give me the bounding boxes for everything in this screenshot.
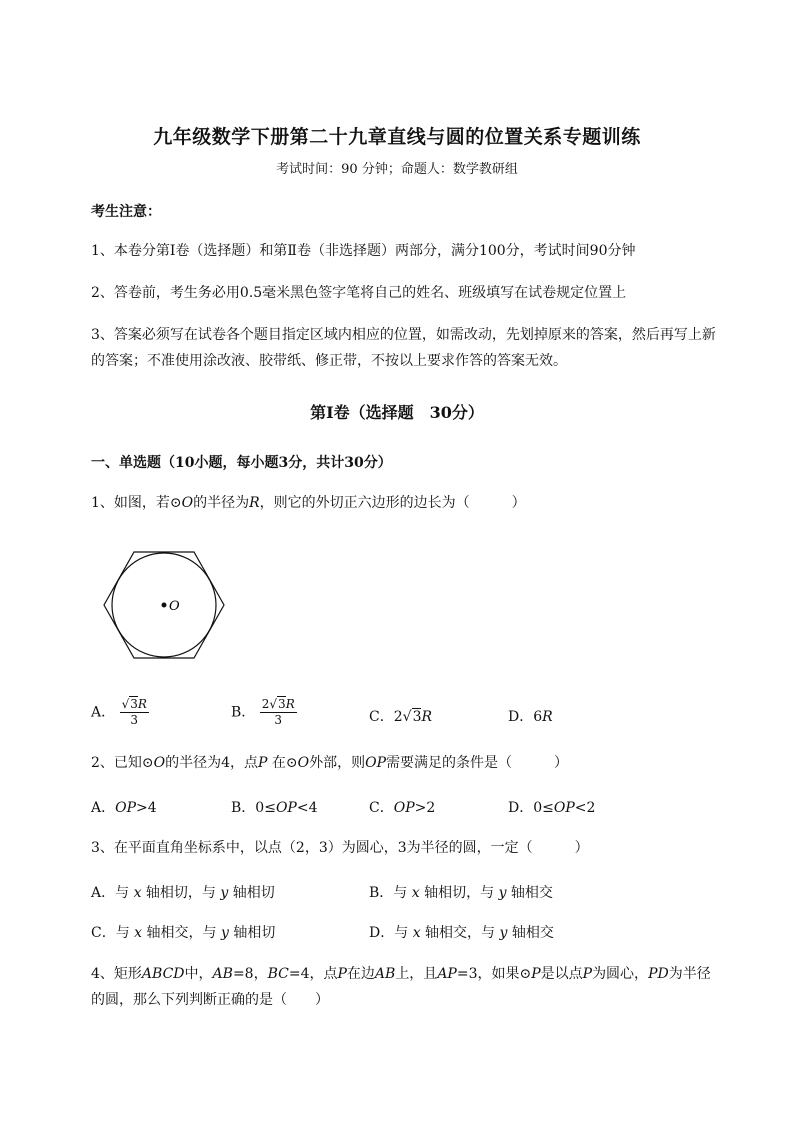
q3-option-b bbox=[369, 882, 553, 902]
q4-text: 中， bbox=[184, 966, 213, 982]
q4-text: 上，且 bbox=[395, 966, 438, 982]
q4-var: P bbox=[531, 966, 541, 982]
q4-text: =4，点 bbox=[288, 966, 338, 982]
center-label: O bbox=[169, 599, 180, 614]
q2-var: OP bbox=[365, 755, 387, 771]
denominator: 3 bbox=[274, 713, 283, 727]
q2-text: 外部，则 bbox=[309, 755, 366, 771]
part-title: 一、单选题（10小题，每小题3分，共计30分） bbox=[91, 455, 392, 471]
q1-option-c: C．2√3R bbox=[369, 709, 433, 725]
option-text: 轴相交，与 bbox=[420, 925, 500, 941]
q1-option-d bbox=[508, 706, 553, 726]
option-text: >2 bbox=[414, 800, 436, 816]
q1-text: 1、如图，若⊙ bbox=[91, 495, 182, 511]
option-letter: B． bbox=[231, 800, 256, 816]
question-4-line-2: 的圆，那么下列判断正确的是（ ） bbox=[91, 992, 329, 1008]
q2-option-a bbox=[91, 797, 157, 817]
notice-item: 2、答卷前，考生务必用0.5毫米黑色签字笔将自己的姓名、班级填写在试卷规定位置上 bbox=[91, 285, 627, 301]
q3-option-c bbox=[91, 922, 275, 942]
q2-text: 2、已知⊙ bbox=[91, 755, 154, 771]
q4-text: 为半径 bbox=[668, 966, 711, 982]
q2-text: 的半径为4，点 bbox=[165, 755, 259, 771]
option-text: 与 bbox=[115, 885, 134, 901]
coefficient: 2 bbox=[261, 697, 270, 711]
var-op: OP bbox=[553, 800, 575, 816]
option-letter: D． bbox=[369, 925, 395, 941]
fraction: $\frac{2√3R}{3}$ bbox=[261, 697, 295, 727]
fraction: $\frac{√3R}{3}$ bbox=[121, 697, 147, 727]
var-r: R bbox=[421, 709, 433, 725]
q2-text: 需要满足的条件是（ ） bbox=[386, 755, 569, 771]
option-text: 轴相切，与 bbox=[419, 885, 499, 901]
q4-var: PD bbox=[648, 966, 669, 982]
var-x: x bbox=[412, 925, 421, 941]
notice-item: 的答案；不准使用涂改液、胶带纸、修正带，不按以上要求作答的答案无效。 bbox=[91, 353, 567, 369]
q1-var-o: O bbox=[181, 495, 194, 511]
option-text: <2 bbox=[574, 800, 596, 816]
q4-var: ABCD bbox=[141, 966, 185, 982]
q4-var: P bbox=[582, 966, 593, 982]
var-x: x bbox=[133, 885, 142, 901]
q4-var: AP bbox=[437, 966, 457, 982]
q1-option-b bbox=[231, 697, 297, 728]
var-op: OP bbox=[393, 800, 415, 816]
var-op: OP bbox=[115, 800, 137, 816]
q4-var: AB bbox=[212, 966, 233, 982]
q4-text: =3，如果⊙ bbox=[456, 966, 532, 982]
option-text: >4 bbox=[136, 800, 157, 816]
option-text: 轴相切 bbox=[228, 925, 276, 941]
var-y: y bbox=[498, 885, 507, 901]
center-point bbox=[162, 603, 167, 608]
option-text: 与 bbox=[393, 885, 412, 901]
q2-option-b bbox=[231, 797, 317, 817]
notice-item: 3、答案必须写在试卷各个题目指定区域内相应的位置，如需改动，先划掉原来的答案，然后再写上新 bbox=[91, 327, 716, 343]
section-title: 第Ⅰ卷（选择题 30分） bbox=[310, 403, 484, 422]
option-letter: C． bbox=[369, 709, 394, 725]
q3-option-d bbox=[369, 922, 554, 942]
q1-text: 的半径为 bbox=[193, 495, 250, 511]
q2-var: P bbox=[258, 755, 268, 771]
option-text: 轴相交 bbox=[506, 885, 553, 901]
option-text: 0≤ bbox=[533, 800, 554, 816]
option-letter: A． bbox=[91, 885, 116, 901]
question-1 bbox=[91, 490, 526, 516]
var-r: R bbox=[285, 697, 295, 711]
var-r: R bbox=[542, 709, 553, 725]
exam-info: 考试时间：90 分钟；命题人：数学教研组 bbox=[276, 162, 518, 177]
q2-text: 在⊙ bbox=[267, 755, 298, 771]
option-text: 轴相切 bbox=[228, 885, 275, 901]
coefficient: 6 bbox=[533, 709, 543, 725]
var-y: y bbox=[499, 925, 508, 941]
q4-text: 在边 bbox=[346, 966, 375, 982]
q4-text: 为圆心， bbox=[592, 966, 649, 982]
q4-var: BC bbox=[267, 966, 289, 982]
page-title: 九年级数学下册第二十九章直线与圆的位置关系专题训练 bbox=[153, 126, 641, 148]
option-letter: D． bbox=[508, 800, 534, 816]
q2-option-d bbox=[508, 797, 595, 817]
option-letter: C． bbox=[91, 925, 116, 941]
q4-var: P bbox=[337, 966, 347, 982]
question-4 bbox=[91, 961, 711, 987]
option-text: 轴相交 bbox=[507, 925, 554, 941]
q1-option-a bbox=[91, 697, 149, 728]
q4-text: 4、矩形 bbox=[91, 966, 142, 982]
question-3: 3、在平面直角坐标系中，以点（2，3）为圆心，3为半径的圆，一定（ ） bbox=[91, 840, 589, 856]
var-x: x bbox=[134, 925, 143, 941]
q2-var: O bbox=[153, 755, 166, 771]
q3-option-a bbox=[91, 882, 275, 902]
q2-var: O bbox=[297, 755, 310, 771]
option-letter: C． bbox=[369, 800, 394, 816]
denominator: 3 bbox=[130, 713, 139, 727]
sqrt-radicand: 3 bbox=[278, 697, 286, 711]
option-text: 与 bbox=[115, 925, 135, 941]
hexagon-circle-figure bbox=[100, 548, 230, 663]
option-letter: B． bbox=[231, 704, 256, 721]
option-text: 轴相交，与 bbox=[142, 925, 221, 941]
q4-text: =8， bbox=[232, 966, 268, 982]
var-op: OP bbox=[275, 800, 297, 816]
option-text: 0≤ bbox=[255, 800, 276, 816]
q4-var: AB bbox=[374, 966, 396, 982]
option-letter: B． bbox=[369, 885, 394, 901]
q1-text: ，则它的外切正六边形的边长为（ ） bbox=[259, 495, 526, 511]
sqrt-radicand: 3 bbox=[412, 709, 422, 725]
var-y: y bbox=[220, 925, 229, 941]
question-2 bbox=[91, 750, 568, 776]
option-letter: A． bbox=[91, 800, 116, 816]
var-x: x bbox=[411, 885, 420, 901]
var-r: R bbox=[137, 697, 147, 711]
sqrt-radicand: 3 bbox=[130, 697, 138, 711]
q1-var-r: R bbox=[249, 495, 260, 511]
option-text: <4 bbox=[296, 800, 318, 816]
option-text: 与 bbox=[394, 925, 413, 941]
var-y: y bbox=[220, 885, 229, 901]
coefficient: 2 bbox=[393, 709, 403, 725]
option-text: 轴相切，与 bbox=[141, 885, 221, 901]
option-letter: A． bbox=[91, 704, 116, 721]
q2-option-c bbox=[369, 797, 435, 817]
q4-text: 是以点 bbox=[540, 966, 583, 982]
notice-heading: 考生注意： bbox=[91, 204, 161, 220]
notice-item: 1、本卷分第Ⅰ卷（选择题）和第Ⅱ卷（非选择题）两部分，满分100分，考试时间90分钟 bbox=[91, 243, 636, 259]
option-letter: D． bbox=[508, 709, 534, 725]
